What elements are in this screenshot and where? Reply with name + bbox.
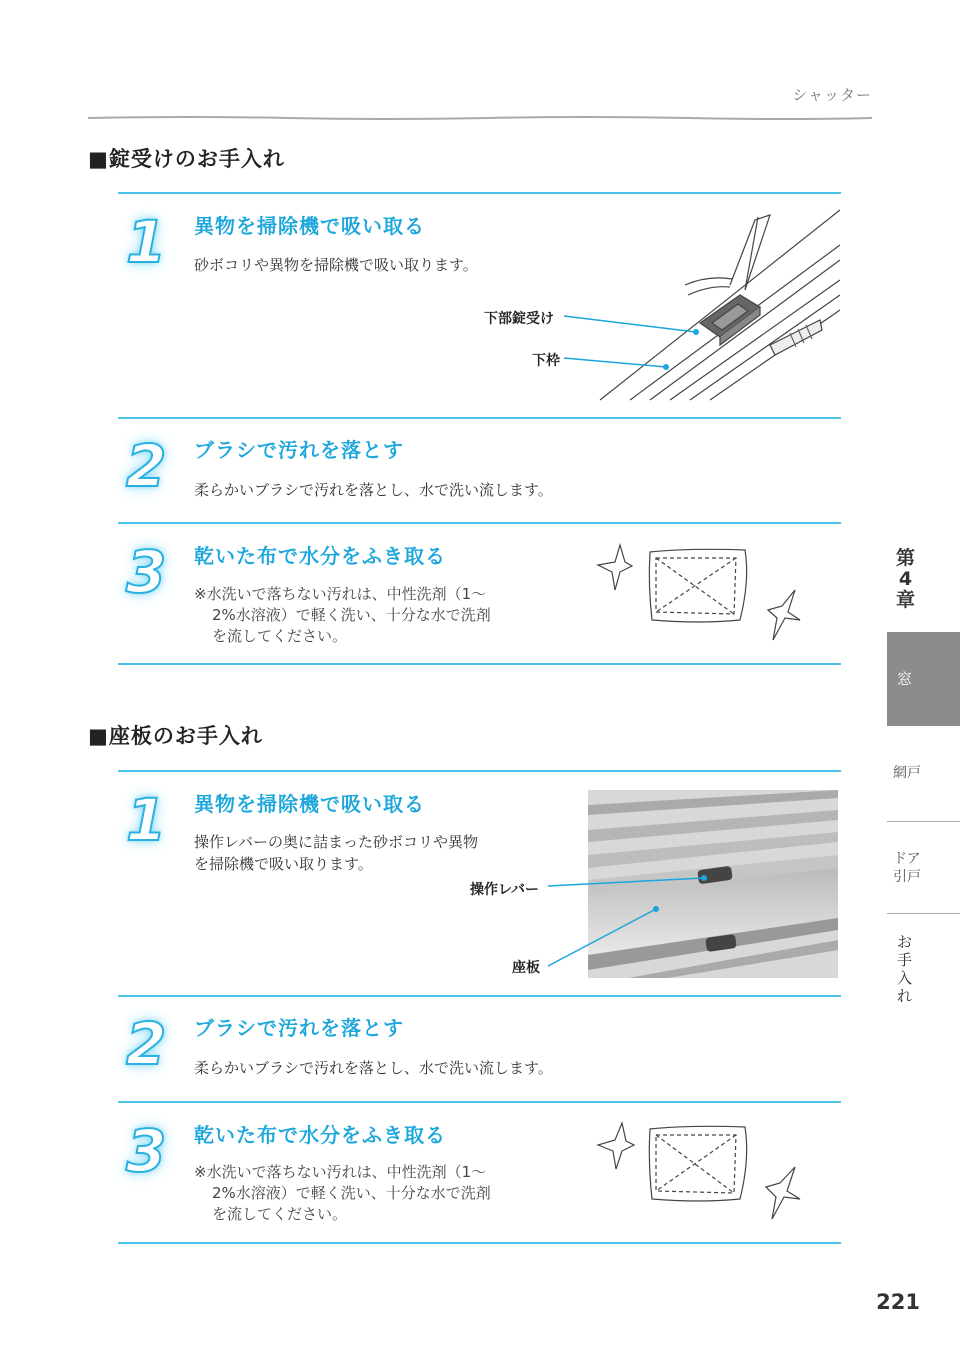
divider: [118, 770, 841, 772]
tab-label: 手: [897, 951, 913, 969]
step-number: 1: [126, 208, 167, 276]
step-note: [194, 584, 554, 647]
step-title: ブラシで汚れを落とす: [194, 438, 404, 462]
tab-label: れ: [897, 987, 913, 1005]
tab-divider: [887, 821, 960, 822]
divider: [118, 192, 841, 194]
tab-maintenance[interactable]: [897, 933, 912, 1005]
step-text: 柔らかいブラシで汚れを落とし、水で洗い流します。: [194, 481, 553, 499]
cloth-illustration: [590, 540, 810, 645]
step-number: 3: [126, 538, 167, 606]
divider: [118, 417, 841, 419]
leader-line: [546, 872, 716, 892]
chapter-char: 4: [898, 568, 913, 590]
tab-label: 網戸: [893, 765, 921, 781]
tab-screen-door[interactable]: [893, 764, 921, 782]
tab-divider: [887, 913, 960, 914]
chapter-char: 章: [895, 589, 915, 611]
note-line: を流してください。: [212, 1205, 348, 1223]
header-divider: [88, 116, 872, 120]
chapter-char: 第: [895, 547, 915, 569]
tab-door-sliding[interactable]: [893, 850, 921, 886]
chapter-tab: [887, 548, 924, 611]
divider: [118, 663, 841, 665]
note-line: ※水洗いで落ちない汚れは、中性洗剤（1～: [194, 585, 487, 603]
divider: [118, 995, 841, 997]
divider: [118, 522, 841, 524]
step-text: 柔らかいブラシで汚れを落とし、水で洗い流します。: [194, 1059, 553, 1077]
step-title: 乾いた布で水分をふき取る: [194, 544, 446, 568]
leader-line: [562, 352, 672, 372]
callout-lock-receiver: 下部錠受け: [484, 311, 554, 327]
step-number: 1: [126, 786, 167, 854]
step-number: 3: [126, 1117, 167, 1185]
tab-label: 窓: [897, 670, 913, 688]
text-line: を掃除機で吸い取ります。: [194, 855, 373, 873]
leader-line: [562, 310, 702, 340]
tab-label: ドア: [893, 851, 921, 867]
note-line: 2%水溶液）で軽く洗い、十分な水で洗剤: [212, 1184, 491, 1202]
step-note: [194, 1162, 554, 1225]
tab-label: 入: [897, 969, 913, 987]
note-line: ※水洗いで落ちない汚れは、中性洗剤（1～: [194, 1163, 487, 1181]
step-title: 異物を掃除機で吸い取る: [194, 214, 425, 238]
callout-bottom-frame: 下枠: [532, 353, 560, 369]
leader-line: [546, 902, 666, 972]
section-header-label: シャッター: [792, 86, 872, 104]
step-title: 異物を掃除機で吸い取る: [194, 792, 425, 816]
note-line: を流してください。: [212, 627, 348, 645]
divider: [118, 1101, 841, 1103]
divider: [118, 1242, 841, 1244]
callout-operation-lever: 操作レバー: [470, 882, 540, 898]
cloth-illustration: [590, 1115, 810, 1225]
step-text: 砂ボコリや異物を掃除機で吸い取ります。: [194, 256, 478, 274]
callout-bottom-plate: 座板: [512, 960, 540, 976]
note-line: 2%水溶液）で軽く洗い、十分な水で洗剤: [212, 606, 491, 624]
step-number: 2: [126, 432, 167, 500]
step-title: ブラシで汚れを落とす: [194, 1016, 404, 1040]
lock-receiver-illustration: [570, 205, 840, 405]
page-number: 221: [876, 1290, 920, 1314]
section-title-bottom-plate: ■座板のお手入れ: [88, 724, 263, 748]
step-text: [194, 831, 478, 875]
step-number: 2: [126, 1010, 167, 1078]
tab-label: お: [897, 933, 913, 951]
text-line: 操作レバーの奥に詰まった砂ボコリや異物: [194, 833, 478, 851]
tab-label: 引戸: [893, 869, 921, 885]
tab-window-active[interactable]: [887, 632, 960, 726]
step-title: 乾いた布で水分をふき取る: [194, 1123, 446, 1147]
section-title-lock: ■錠受けのお手入れ: [88, 147, 285, 171]
